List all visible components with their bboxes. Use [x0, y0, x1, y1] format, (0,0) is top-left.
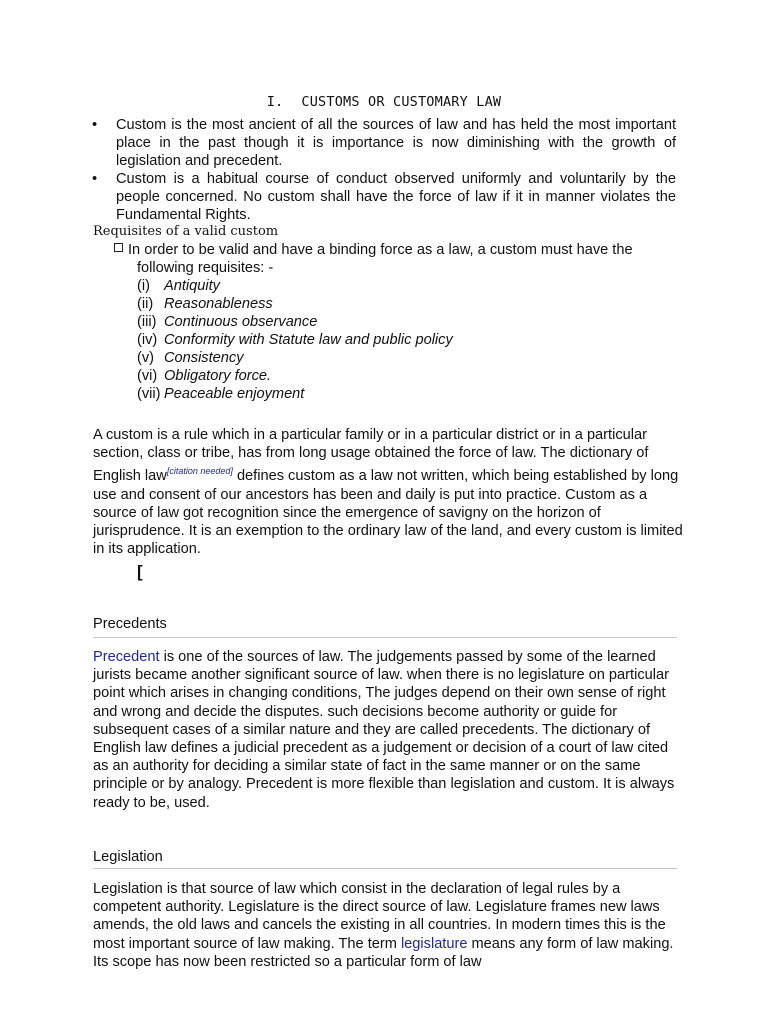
legislation-divider [93, 868, 677, 869]
section-heading [0, 94, 768, 110]
precedents-paragraph: Precedent is one of the sources of law. The judgements passed by some of the learned jurists became another significant source of law. when there is no legislature on particular point which arises in changing conditions, The judges depend on their own sense of right and wrong and decide the disputes. such decisions become authority or guide for subsequent cases of a similar nature and they are called precedents. The dictionary of English law defines a judicial precedent as a judgement or decision of a court of law cited as an authority for deciding a similar state of fact in the same manner or on the same principle or by analogy. Precedent is more flexible than legislation and custom. It is always ready to be, used. [93, 649, 675, 811]
precedents-divider [93, 637, 677, 638]
requisites-intro-cont: following requisites: - [137, 260, 274, 276]
bullet-dot-icon: • [92, 117, 98, 133]
section-title: CUSTOMS OR CUSTOMARY LAW [301, 94, 502, 110]
bullet-dot-icon: • [92, 171, 98, 187]
requisite-item: (iii) Continuous observance [137, 314, 318, 330]
custom-bullet-list [92, 116, 676, 224]
bullet-item: • Custom is the most ancient of all the sources of law and has held the most important place in the past though it is importance is now diminishing with the growth of legislation and precedent. [92, 117, 676, 169]
requisite-item: (vii) Peaceable enjoyment [137, 386, 305, 402]
citation-needed-link[interactable]: [citation needed] [166, 466, 233, 477]
requisites-block [114, 241, 676, 403]
section-number: I. [266, 94, 284, 110]
precedents-heading: Precedents [93, 616, 167, 632]
requisites-list [114, 277, 676, 403]
legislation-paragraph: Legislation is that source of law which consist in the declaration of legal rules by a competent authority. Legislature is the direct source of law. Legislature frames new laws amends, the old laws and cancels the existing in all countries. In modern times this is the most important source of law making. The term legislature means any form of law making. Its scope has now been restricted so a particular form of law [93, 881, 674, 970]
precedent-link[interactable]: Precedent [93, 649, 160, 665]
requisites-intro: In order to be valid and have a binding force as a law, a custom must have the [114, 241, 676, 259]
requisites-heading: Requisites of a valid custom [93, 224, 279, 239]
square-bullet-icon [114, 243, 123, 252]
bullet-item: • Custom is a habitual course of conduct observed uniformly and voluntarily by the people concerned. No custom shall have the force of law if it in manner violates the Fundamental Rights. [92, 171, 676, 223]
requisite-item: (i) Antiquity [137, 278, 220, 294]
custom-paragraph: A custom is a rule which in a particular family or in a particular district or in a particular section, class or tribe, has from long usage obtained the force of law. The dictionary of English law[citation needed] defines custom as a law not written, which being established by long use and consent of our ancestors has been and daily is put into practice. Custom as a source of law got recognition since the emergence of savigny on the horizon of jurisprudence. It is an exemption to the ordinary law of the land, and every custom is limited in its application. [93, 427, 683, 558]
requisite-item: (v) Consistency [137, 350, 244, 366]
requisite-item: (vi) Obligatory force. [137, 368, 272, 384]
legislature-link[interactable]: legislature [400, 935, 468, 952]
requisite-item: (ii) Reasonableness [137, 296, 273, 312]
stray-bracket: [ [137, 562, 143, 581]
requisite-item: (iv) Conformity with Statute law and public policy [137, 332, 453, 348]
legislation-heading: Legislation [93, 849, 163, 865]
